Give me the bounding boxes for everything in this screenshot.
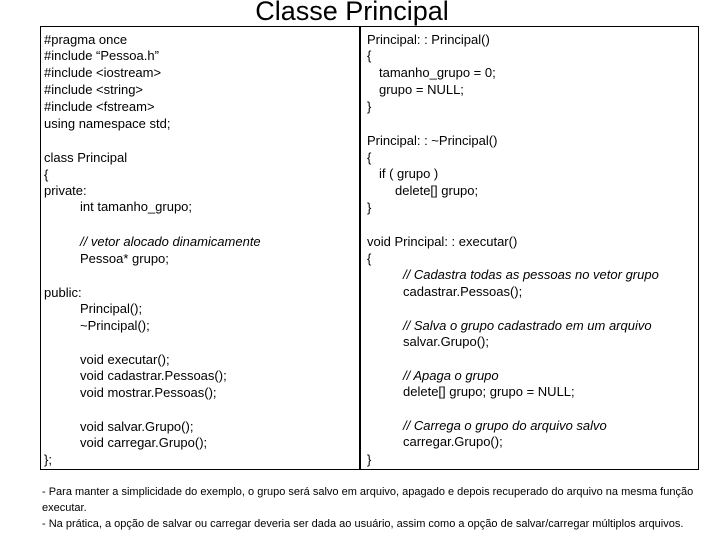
code-line-carregar-decl: void carregar.Grupo(); [80,435,208,450]
code-line-init-tamanho: tamanho_grupo = 0; [379,65,496,80]
code-line-include-iostream: #include <iostream> [44,65,162,80]
slide-title: Classe Principal [255,0,449,26]
code-line-class-close: }; [44,452,52,467]
code-line-close-brace: } [367,99,372,114]
code-comment-vetor: // vetor alocado dinamicamente [80,234,261,249]
code-comment-cadastra: // Cadastra todas as pessoas no vetor grupo [403,267,659,282]
code-line-close-brace: } [367,452,372,467]
code-line-pessoa-grupo: Pessoa* grupo; [80,251,169,266]
code-line-public: public: [44,285,82,300]
code-line-delete-grupo: delete[] grupo; [395,183,479,198]
code-line-open-brace: { [367,48,372,63]
code-line-destructor-decl: ~Principal(); [80,318,150,333]
code-line-if-grupo: if ( grupo ) [379,166,439,181]
code-line-close-brace: } [367,200,372,215]
code-line-constructor-decl: Principal(); [80,301,143,316]
code-comment-carrega: // Carrega o grupo do arquivo salvo [403,418,607,433]
note-simplicity: - Para manter a simplicidade do exemplo, o grupo será salvo em arquivo, apagado e depois recuperado do arquivo na mesma função executar. [42,486,694,514]
code-line-class-decl: class Principal [44,150,128,165]
code-line-salvar-call: salvar.Grupo(); [403,334,489,349]
code-line-open-brace: { [367,251,372,266]
code-line-salvar-decl: void salvar.Grupo(); [80,419,194,434]
code-comment-apaga: // Apaga o grupo [403,368,499,383]
code-line-executar-def: void Principal: : executar() [367,234,518,249]
code-line-cadastrar-call: cadastrar.Pessoas(); [403,284,523,299]
code-line-tamanho-grupo: int tamanho_grupo; [80,199,193,214]
footer-notes [42,484,702,532]
code-line-constructor-def: Principal: : Principal() [367,32,490,47]
code-line-init-grupo: grupo = NULL; [379,82,464,97]
code-comment-salva: // Salva o grupo cadastrado em um arquivo [403,318,652,333]
code-line-destructor-def: Principal: : ~Principal() [367,133,498,148]
code-line-delete-reset: delete[] grupo; grupo = NULL; [403,384,575,399]
code-line-include-pessoa: #include “Pessoa.h” [44,48,159,63]
code-line-include-string: #include <string> [44,82,144,97]
code-line-include-fstream: #include <fstream> [44,99,155,114]
code-line-private: private: [44,183,87,198]
note-practice: - Na prática, a opção de salvar ou carregar deveria ser dada ao usuário, assim como a opção de salvar/carregar múltiplos arquivos. [42,518,684,530]
code-line-pragma: #pragma once [44,32,128,47]
code-line-mostrar-decl: void mostrar.Pessoas(); [80,385,217,400]
code-line-carregar-call: carregar.Grupo(); [403,434,503,449]
code-line-open-brace: { [44,167,49,182]
code-line-cadastrar-decl: void cadastrar.Pessoas(); [80,368,227,383]
code-line-open-brace: { [367,150,372,165]
code-line-executar-decl: void executar(); [80,352,170,367]
code-line-using-namespace: using namespace std; [44,116,171,131]
